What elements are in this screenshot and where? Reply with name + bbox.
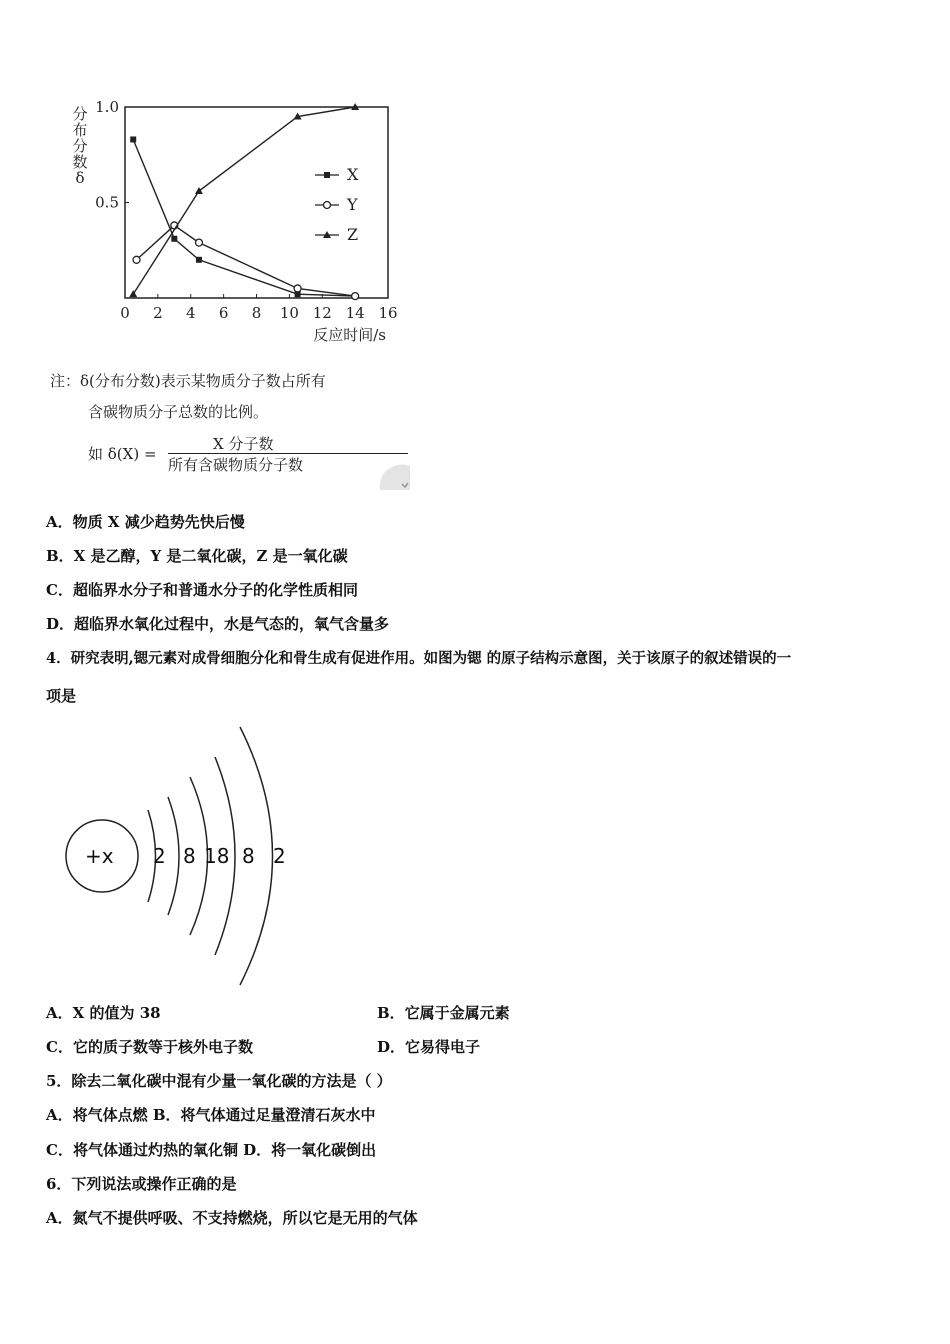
atom-svg xyxy=(55,715,315,995)
x-tick-label: 4 xyxy=(185,304,196,322)
shell-label-3: 18 xyxy=(204,844,230,868)
data-point-Z xyxy=(129,290,137,297)
y-axis-label-char: 分 xyxy=(72,137,88,155)
atom-structure-diagram xyxy=(55,715,315,995)
q4-stem-line-2: 项是 xyxy=(46,687,77,705)
x-tick-label: 10 xyxy=(279,304,299,322)
series-line-X xyxy=(133,139,355,296)
shell-label-4: 8 xyxy=(242,844,255,868)
q5-options-ab: A．将气体点燃 B．将气体通过足量澄清石灰水中 xyxy=(46,1106,376,1124)
formula-denominator: 所有含碳物质分子数 xyxy=(168,456,304,474)
legend-marker-X xyxy=(324,172,330,178)
q3-option-a: A．物质 X 减少趋势先快后慢 xyxy=(46,513,245,531)
x-tick-label: 0 xyxy=(120,304,130,322)
legend-label-X: X xyxy=(347,165,359,184)
note-line-1: 注：δ(分布分数)表示某物质分子数占所有 xyxy=(50,372,326,390)
q4-option-b: B．它属于金属元素 xyxy=(377,1004,510,1022)
q4-option-c: C．它的质子数等于核外电子数 xyxy=(46,1038,253,1056)
q6-option-a: A．氮气不提供呼吸、不支持燃烧，所以它是无用的气体 xyxy=(46,1209,418,1227)
x-tick-label: 8 xyxy=(251,304,262,322)
chart-svg xyxy=(60,95,410,355)
shell-label-2: 8 xyxy=(183,844,196,868)
x-tick-label: 2 xyxy=(153,304,163,322)
data-point-X xyxy=(196,257,202,263)
data-point-Y xyxy=(195,239,202,246)
x-tick-label: 16 xyxy=(378,304,398,322)
legend-label-Z: Z xyxy=(347,225,359,244)
q6-stem: 6．下列说法或操作正确的是 xyxy=(46,1175,237,1193)
q4-option-d: D．它易得电子 xyxy=(377,1038,481,1056)
y-axis-label-char: 布 xyxy=(72,121,88,139)
shell-label-5: 2 xyxy=(273,844,286,868)
legend-marker-Y xyxy=(324,202,331,209)
q3-option-c: C．超临界水分子和普通水分子的化学性质相同 xyxy=(46,581,358,599)
y-axis-label-char: δ xyxy=(75,169,85,187)
series-line-Y xyxy=(137,225,359,296)
y-tick-label: 1.0 xyxy=(95,98,119,116)
series-line-Z xyxy=(133,107,355,294)
x-tick-label: 6 xyxy=(218,304,229,322)
q4-option-a: A．X 的值为 38 xyxy=(46,1004,161,1022)
y-tick-label: 0.5 xyxy=(95,193,119,212)
shell-arc-2 xyxy=(168,797,179,915)
data-point-Y xyxy=(352,293,359,300)
q5-stem: 5．除去二氧化碳中混有少量一氧化碳的方法是（ ） xyxy=(46,1072,392,1090)
shell-label-1: 2 xyxy=(153,844,166,868)
data-point-X xyxy=(171,236,177,242)
watermark-icon xyxy=(376,462,410,492)
legend-label-Y: Y xyxy=(347,195,358,214)
q4-stem-line-1: 4．研究表明,锶元素对成骨细胞分化和骨生成有促进作用。如图为锶 的原子结构示意图，关于该原子的叙述错误的一 xyxy=(46,650,792,667)
x-axis-label: 反应时间/s xyxy=(313,326,386,344)
nucleus-label: +x xyxy=(85,844,114,868)
y-axis-label-char: 数 xyxy=(72,153,88,171)
formula-lhs: 如 δ(X) = xyxy=(88,445,157,463)
q3-option-b: B．X 是乙醇，Y 是二氧化碳，Z 是一氧化碳 xyxy=(46,547,348,565)
y-axis-label-char: 分 xyxy=(72,105,88,123)
q3-option-d: D．超临界水氧化过程中，水是气态的，氧气含量多 xyxy=(46,615,390,633)
data-point-X xyxy=(130,136,136,142)
distribution-chart xyxy=(60,95,410,355)
x-tick-label: 12 xyxy=(312,304,332,322)
q5-options-cd: C．将气体通过灼热的氧化铜 D．将一氧化碳倒出 xyxy=(46,1141,377,1159)
x-tick-label: 14 xyxy=(345,304,365,322)
note-line-2: 含碳物质分子总数的比例。 xyxy=(88,403,269,421)
data-point-Y xyxy=(294,285,301,292)
formula-numerator: X 分子数 xyxy=(213,435,274,453)
data-point-Y xyxy=(133,256,140,263)
